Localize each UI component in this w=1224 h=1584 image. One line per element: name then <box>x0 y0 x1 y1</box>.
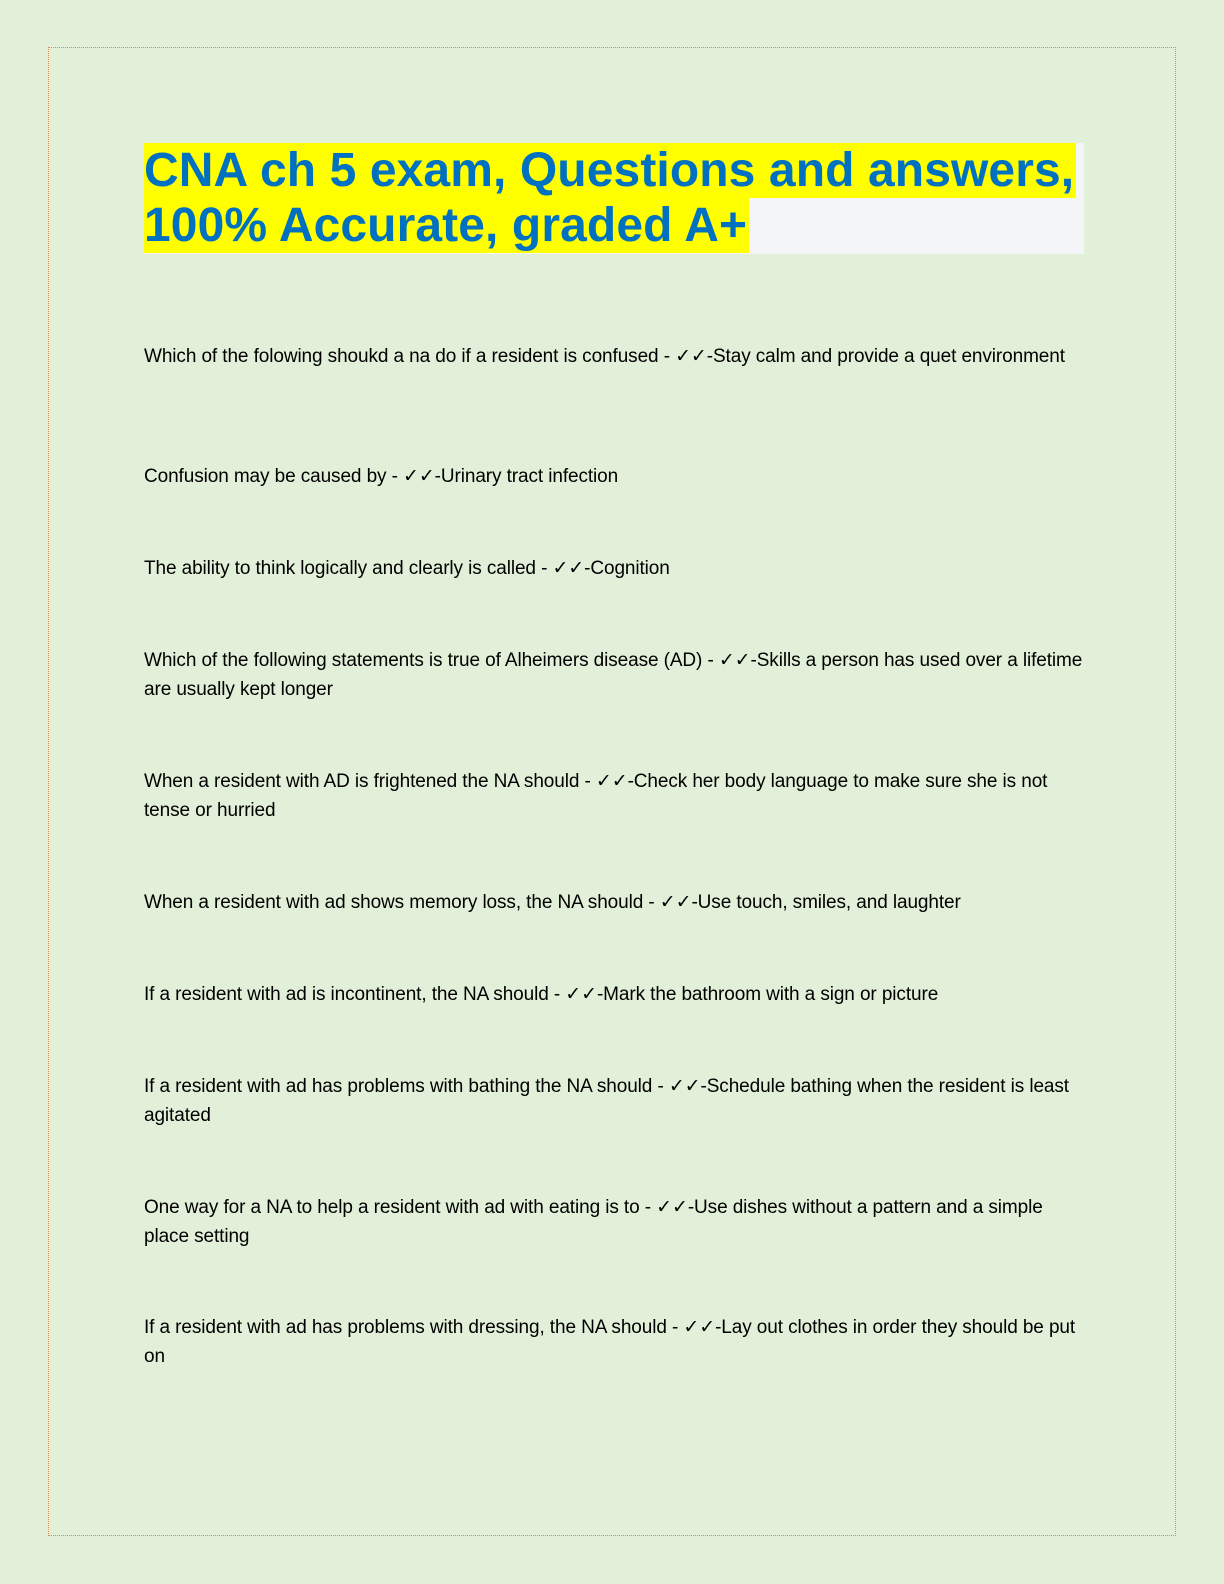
question-text: When a resident with AD is frightened the NA should <box>144 771 580 792</box>
double-check-icon: ✓✓ <box>683 1316 716 1338</box>
qa-item <box>144 1072 1090 1130</box>
double-check-icon: ✓✓ <box>659 891 692 913</box>
separator: - <box>639 1197 657 1218</box>
answer-prefix: - <box>687 1197 695 1218</box>
question-text: Which of the folowing shoukd a na do if a resident is confused <box>144 346 659 367</box>
qa-item <box>144 1313 1090 1371</box>
answer-text: Stay calm and provide a quet environment <box>712 346 1065 367</box>
separator: - <box>386 466 404 487</box>
answer-text: Check her body language to make sure she is not tense or hurried <box>144 771 1048 821</box>
double-check-icon: ✓✓ <box>552 557 585 579</box>
qa-item <box>144 342 1090 371</box>
question-text: If a resident with ad has problems with dressing, the NA should <box>144 1317 667 1338</box>
double-check-icon: ✓✓ <box>403 465 435 487</box>
qa-item <box>144 646 1090 704</box>
answer-text: Mark the bathroom with a sign or picture <box>603 984 939 1005</box>
answer-prefix: - <box>434 466 441 487</box>
question-text: Confusion may be caused by <box>144 466 387 487</box>
qa-item <box>144 554 1090 583</box>
double-check-icon: ✓✓ <box>565 983 597 1005</box>
answer-text: Lay out clothes in order they should be put on <box>144 1317 1076 1367</box>
qa-item <box>144 980 1090 1009</box>
answer-prefix: - <box>596 984 604 1005</box>
answer-text: Use dishes without a pattern and a simple place setting <box>144 1197 1043 1247</box>
double-check-icon: ✓✓ <box>595 770 628 792</box>
separator: - <box>658 346 676 367</box>
double-check-icon: ✓✓ <box>668 1075 701 1097</box>
question-text: When a resident with ad shows memory loss, the NA should <box>144 892 644 913</box>
answer-prefix: - <box>750 650 757 671</box>
answer-text: Schedule bathing when the resident is least agitated <box>144 1076 1069 1126</box>
double-check-icon: ✓✓ <box>718 649 751 671</box>
answer-prefix: - <box>691 892 698 913</box>
separator: - <box>652 1076 669 1097</box>
question-text: If a resident with ad is incontinent, the NA should <box>144 984 549 1005</box>
question-text: If a resident with ad has problems with bathing the NA should <box>144 1076 653 1097</box>
answer-prefix: - <box>584 558 591 579</box>
question-text: One way for a NA to help a resident with ad with eating is to <box>144 1197 640 1218</box>
qa-item <box>144 888 1090 917</box>
separator: - <box>579 771 596 792</box>
answer-prefix: - <box>706 346 713 367</box>
answer-text: Cognition <box>590 558 670 579</box>
answer-text: Skills a person has used over a lifetime are usually kept longer <box>144 650 1083 700</box>
answer-prefix: - <box>715 1317 722 1338</box>
question-text: The ability to think logically and clearly is called <box>144 558 536 579</box>
separator: - <box>548 984 566 1005</box>
answer-text: Urinary tract infection <box>440 466 619 487</box>
title-line-2: 100% Accurate, graded A+ <box>144 199 748 252</box>
answer-prefix: - <box>700 1076 707 1097</box>
qa-item <box>144 462 1090 491</box>
double-check-icon: ✓✓ <box>675 345 707 367</box>
title-line-1: CNA ch 5 exam, Questions and answers, <box>144 144 1075 197</box>
separator: - <box>666 1317 684 1338</box>
title-block <box>144 143 1084 254</box>
document-title <box>144 143 1084 253</box>
separator: - <box>643 892 660 913</box>
question-text: Which of the following statements is true of Alheimers disease (AD) <box>144 650 703 671</box>
separator: - <box>535 558 553 579</box>
qa-item <box>144 767 1090 825</box>
double-check-icon: ✓✓ <box>656 1196 688 1218</box>
separator: - <box>702 650 719 671</box>
answer-prefix: - <box>627 771 634 792</box>
qa-item <box>144 1193 1090 1251</box>
answer-text: Use touch, smiles, and laughter <box>697 892 961 913</box>
